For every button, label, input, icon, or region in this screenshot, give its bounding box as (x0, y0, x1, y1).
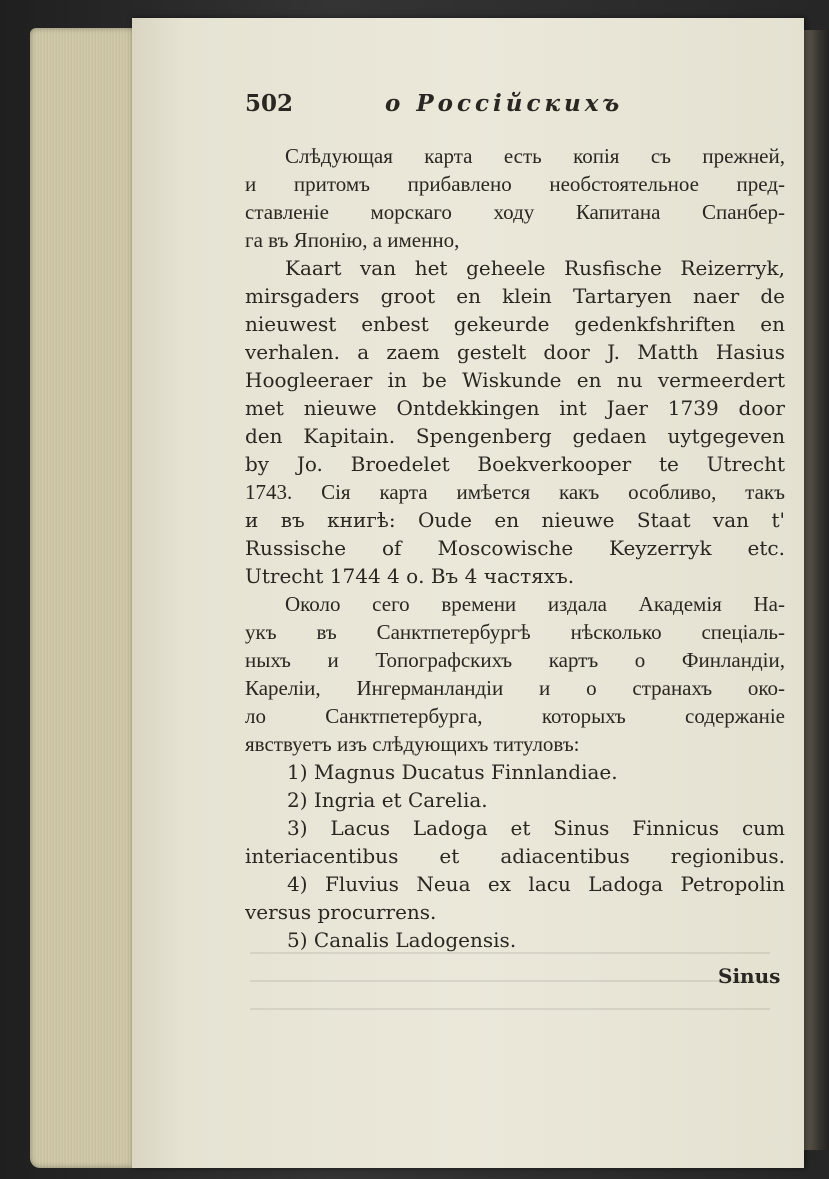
text-line: и въ книгѣ: Oude en nieuwe Staat van t' (245, 508, 785, 532)
list-item: 2) Ingria et Carelia. (287, 788, 488, 812)
text-line: Utrecht 1744 4 о. Въ 4 частяхъ. (245, 564, 575, 588)
text-line: ныхъ и Топографскихъ картъ о Финландіи, (245, 648, 785, 672)
list-item: versus procurrens. (245, 900, 437, 924)
list-item: interiacentibus et adiacentibus regionibus. (245, 844, 785, 868)
running-title: о Россійскихъ (385, 90, 624, 117)
list-item: 4) Fluvius Neua ex lacu Ladoga Petropolin (287, 872, 785, 896)
list-item: 3) Lacus Ladoga et Sinus Finnicus cum (287, 816, 785, 840)
text-line: den Kapitain. Spengenberg gedaen uytgegeven (245, 424, 785, 448)
body-text (245, 142, 785, 954)
text-line: Кареліи, Ингерманландіи и о странахъ око- (245, 676, 785, 700)
catchword: Sinus (718, 964, 781, 988)
text-line: verhalen. a zaem gestelt door J. Matth Hasius (245, 340, 785, 364)
text-line: 1743. Сія карта имѣется какъ особливо, такъ (245, 480, 785, 504)
text-line: met nieuwe Ontdekkingen int Jaer 1739 door (245, 396, 785, 420)
text-line: mirsgaders groot en klein Tartaryen naer de (245, 284, 785, 308)
text-line: by Jo. Broedelet Boekverkooper te Utrecht (245, 452, 785, 476)
text-line: Слѣдующая карта есть копія съ прежней, (285, 144, 785, 168)
show-through-text (250, 950, 770, 1010)
text-line: га въ Японію, а именно, (245, 228, 460, 252)
text-line: Kaart van het geheele Rusfische Reizerryk, (285, 256, 785, 280)
text-line: Около сего времени издала Академія На- (285, 592, 785, 616)
book-right-edge (803, 30, 829, 1150)
text-line: ло Санктпетербурга, которыхъ содержаніе (245, 704, 785, 728)
text-line: ставленіе морскаго ходу Капитана Спанбер- (245, 200, 785, 224)
page-number: 502 (245, 90, 294, 117)
text-line: и притомъ прибавлено необстоятельное пред- (245, 172, 785, 196)
list-item: 5) Canalis Ladogensis. (287, 928, 517, 952)
text-line: явствуетъ изъ слѣдующихъ титуловъ: (245, 732, 580, 756)
text-line: Russische of Moscowische Keyzerryk etc. (245, 536, 785, 560)
text-line: nieuwest enbest gekeurde gedenkfshriften en (245, 312, 785, 336)
list-item: 1) Magnus Ducatus Finnlandiae. (287, 760, 618, 784)
page-header (245, 90, 665, 124)
book-page-edges (30, 28, 142, 1168)
text-line: Hoogleeraer in be Wiskunde en nu vermeerdert (245, 368, 785, 392)
text-line: укъ въ Санктпетербургѣ нѣсколько спеціаль- (245, 620, 785, 644)
